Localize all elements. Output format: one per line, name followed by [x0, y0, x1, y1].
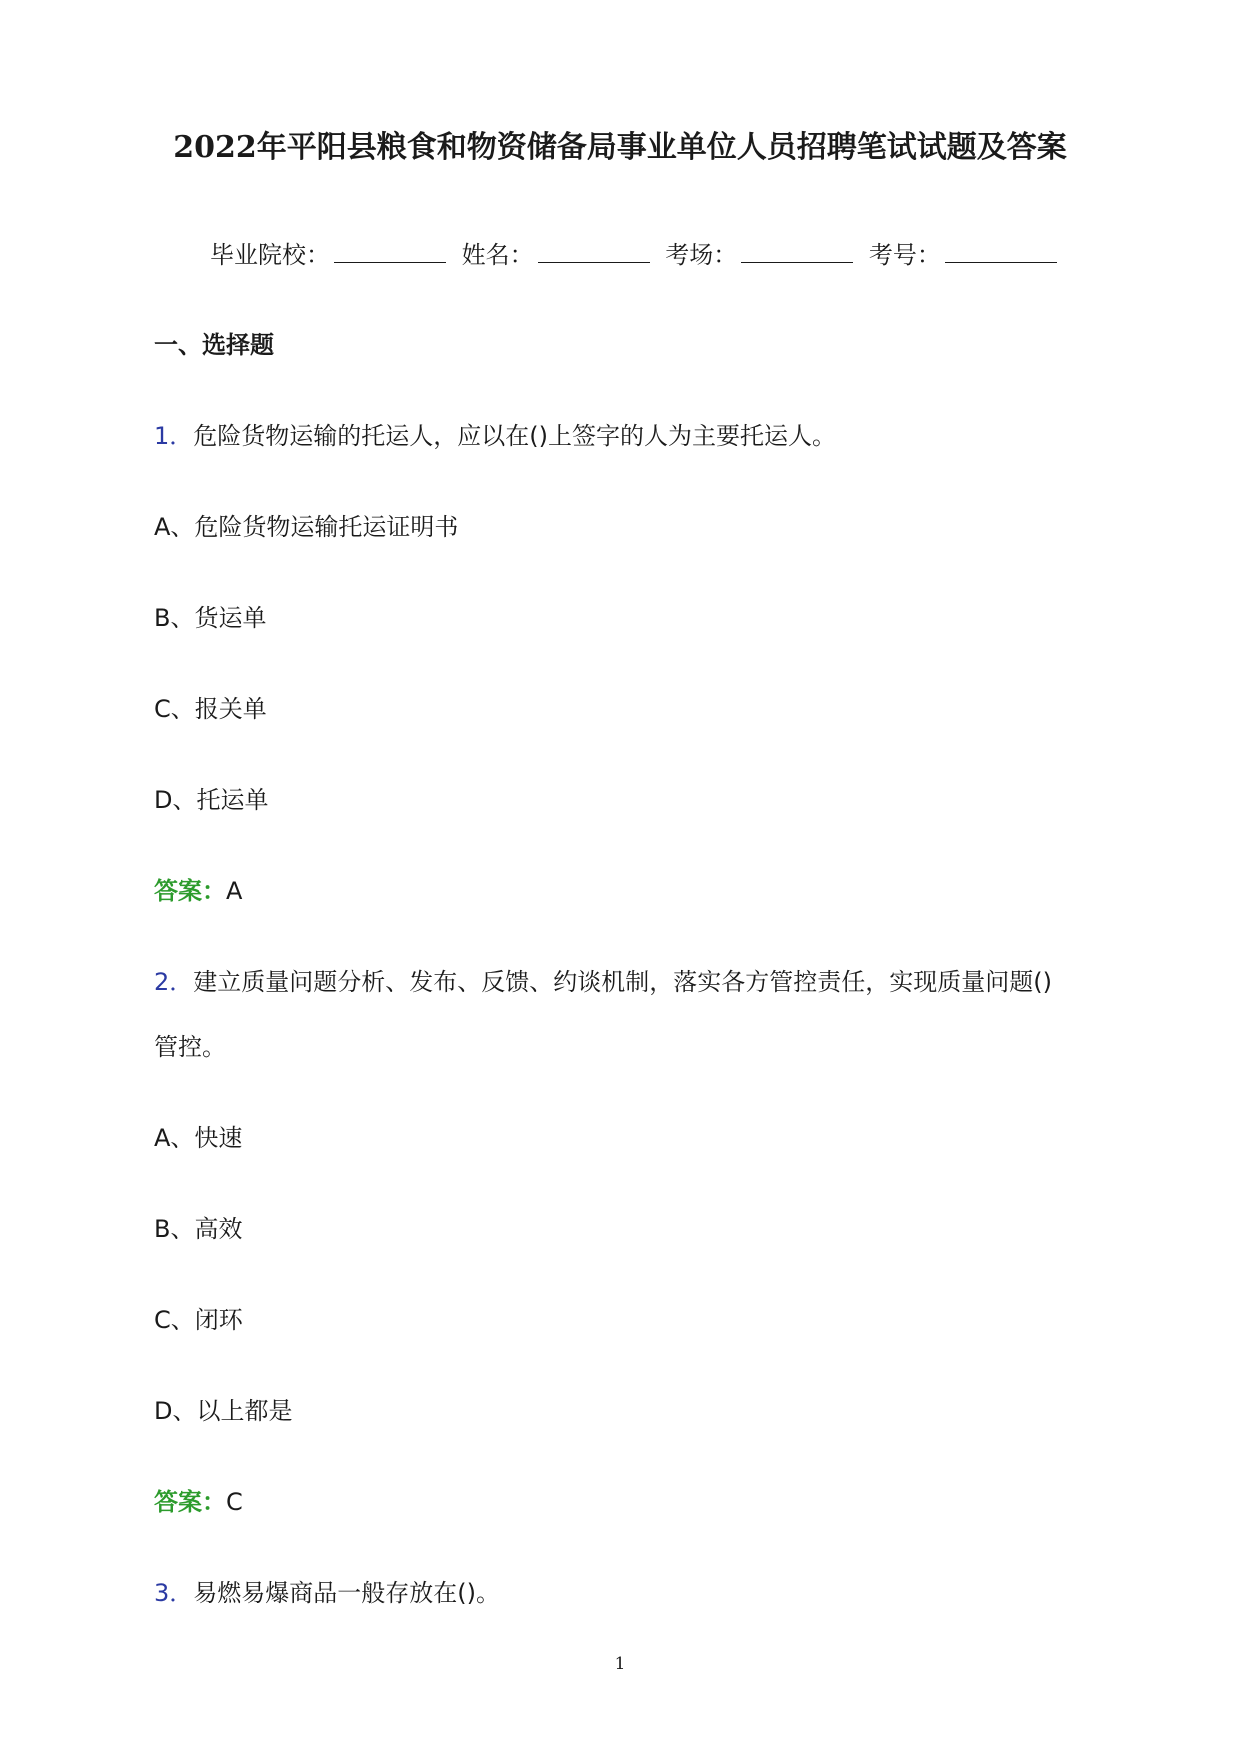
- name-blank: [538, 236, 650, 263]
- answer-2: [154, 1485, 1094, 1519]
- question-2-continued: 管控。: [154, 1033, 226, 1061]
- answer-value: C: [226, 1488, 243, 1516]
- option-1b: B、货运单: [154, 604, 267, 632]
- answer-1: [154, 874, 1094, 908]
- page-number: 1: [614, 1654, 626, 1674]
- question-2: [154, 965, 1094, 999]
- question-text: 易燃易爆商品一般存放在()。: [193, 1579, 501, 1607]
- option-1c: C、报关单: [154, 695, 267, 723]
- answer-label: 答案：: [154, 877, 226, 905]
- question-3: [154, 1576, 1094, 1610]
- number-blank: [945, 236, 1057, 263]
- candidate-info-row: [210, 236, 1065, 272]
- answer-value: A: [226, 877, 243, 905]
- room-blank: [741, 236, 853, 263]
- question-text: 建立质量问题分析、发布、反馈、约谈机制，落实各方管控责任，实现质量问题(): [193, 968, 1053, 996]
- option-2c: C、闭环: [154, 1306, 243, 1334]
- name-label: 姓名：: [461, 241, 534, 269]
- option-2d: D、以上都是: [154, 1397, 293, 1425]
- question-1: [154, 419, 1094, 453]
- question-text: 危险货物运输的托运人，应以在()上签字的人为主要托运人。: [193, 422, 837, 450]
- school-label: 毕业院校：: [210, 241, 330, 269]
- school-blank: [334, 236, 446, 263]
- question-number: 3．: [154, 1579, 194, 1607]
- option-1d: D、托运单: [154, 786, 269, 814]
- number-label: 考号：: [868, 241, 941, 269]
- document-title: 2022年平阳县粮食和物资储备局事业单位人员招聘笔试试题及答案: [173, 130, 1067, 165]
- answer-label: 答案：: [154, 1488, 226, 1516]
- option-2a: A、快速: [154, 1124, 243, 1152]
- section-title: 一、选择题: [154, 331, 274, 359]
- room-label: 考场：: [665, 241, 738, 269]
- option-2b: B、高效: [154, 1215, 243, 1243]
- option-1a: A、危险货物运输托运证明书: [154, 513, 459, 541]
- question-number: 1．: [154, 422, 194, 450]
- question-number: 2．: [154, 968, 194, 996]
